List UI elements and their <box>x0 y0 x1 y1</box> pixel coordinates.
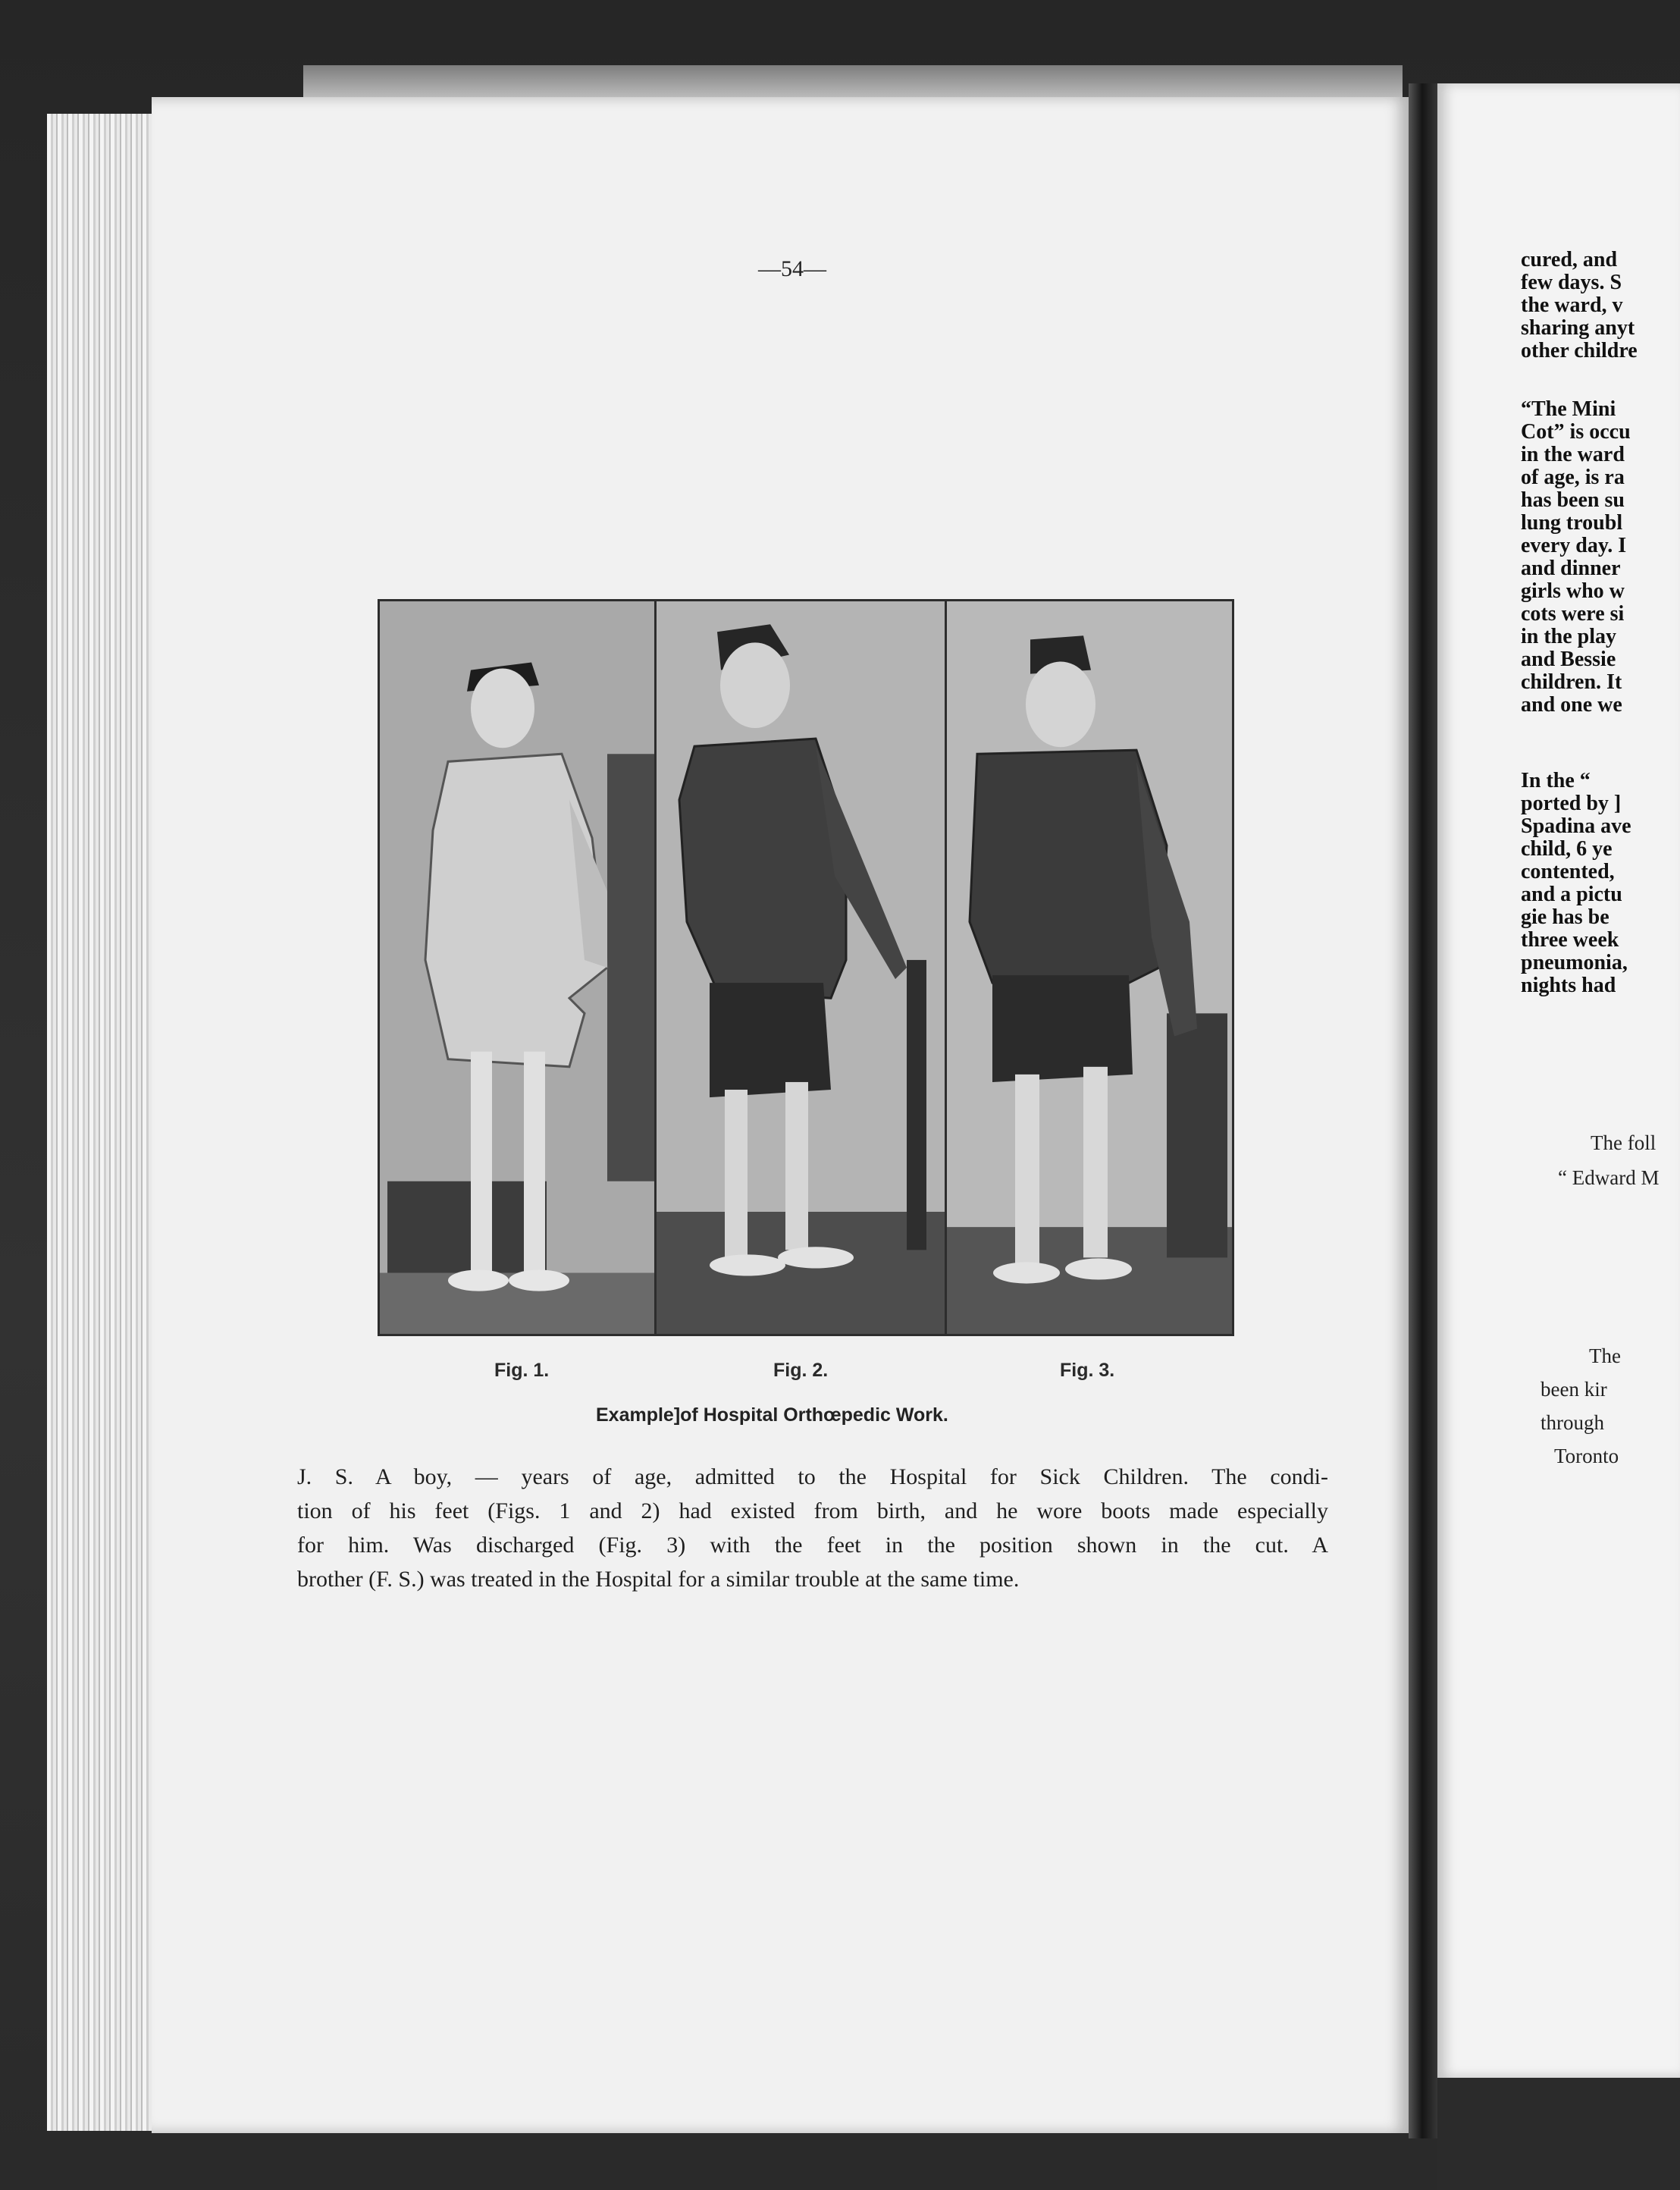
photo-panel-fig-3 <box>945 601 1232 1334</box>
boy-figure-2-illustration <box>657 601 945 1334</box>
facing-line: Toronto <box>1554 1445 1619 1467</box>
body-line: J. S. A boy, — years of age, admitted to the Hospital for Sick Children. The condi- <box>297 1464 1328 1489</box>
body-line: tion of his feet (Figs. 1 and 2) had existed from birth, and he wore boots made especially <box>297 1498 1328 1523</box>
facing-line: Spadina ave <box>1521 814 1631 838</box>
facing-page-block-2 <box>1521 398 1631 717</box>
right-page <box>1437 83 1680 2078</box>
facing-line: lung troubl <box>1521 511 1623 535</box>
facing-line: in the ward <box>1521 443 1625 466</box>
facing-line: and dinner <box>1521 557 1621 580</box>
facing-line: through <box>1541 1411 1604 1434</box>
facing-line: of age, is ra <box>1521 466 1625 489</box>
facing-line: children. It <box>1521 670 1622 694</box>
facing-line: sharing anyt <box>1521 316 1635 340</box>
facing-line: ported by ] <box>1521 792 1622 815</box>
facing-line: The <box>1589 1344 1621 1367</box>
body-line: brother (F. S.) was treated in the Hospital for a similar trouble at the same time. <box>297 1567 1020 1592</box>
facing-line: cots were si <box>1521 602 1625 626</box>
facing-line: the ward, v <box>1521 293 1623 317</box>
facing-line: been kir <box>1541 1378 1607 1401</box>
page-top-strip <box>303 65 1403 99</box>
facing-line: has been su <box>1521 488 1625 512</box>
book-page-edges <box>47 114 161 2131</box>
boy-figure-1-illustration <box>380 601 654 1334</box>
facing-line: girls who w <box>1521 579 1625 603</box>
facing-line: cured, and <box>1521 248 1618 271</box>
facing-line: in the play <box>1521 625 1617 648</box>
facing-line: In the “ <box>1521 769 1591 792</box>
facing-line: every day. I <box>1521 534 1627 557</box>
facing-line: three week <box>1521 928 1619 952</box>
fig-1-label: Fig. 1. <box>494 1360 550 1381</box>
facing-line: other childre <box>1521 339 1638 362</box>
figure-caption: Example]of Hospital Orthœpedic Work. <box>596 1404 948 1426</box>
facing-line: nights had <box>1521 974 1616 997</box>
facing-page-block-1 <box>1521 249 1638 362</box>
facing-page-block-3 <box>1521 770 1631 997</box>
book-gutter <box>1409 83 1439 2138</box>
boy-figure-3-illustration <box>947 601 1232 1334</box>
orthopedic-photograph <box>378 599 1234 1336</box>
facing-line: and a pictu <box>1521 883 1622 906</box>
photo-panel-fig-1 <box>380 601 654 1334</box>
body-paragraph <box>297 1460 1328 1596</box>
facing-line: child, 6 ye <box>1521 837 1613 861</box>
facing-line: “The Mini <box>1521 397 1616 421</box>
facing-line: and one we <box>1521 693 1622 717</box>
photo-panel-fig-2 <box>654 601 945 1334</box>
facing-line-foll: The foll <box>1591 1131 1656 1154</box>
body-line: for him. Was discharged (Fig. 3) with the feet in the position shown in the cut. A <box>297 1533 1328 1558</box>
facing-line-edward: “ Edward M <box>1558 1166 1660 1189</box>
facing-line: and Bessie <box>1521 648 1616 671</box>
facing-line: contented, <box>1521 860 1615 883</box>
fig-3-label: Fig. 3. <box>1060 1360 1115 1381</box>
facing-line: pneumonia, <box>1521 951 1628 974</box>
right-page-bottom <box>1437 2078 1680 2190</box>
facing-line: gie has be <box>1521 905 1609 929</box>
page-number: —54— <box>758 256 826 281</box>
facing-page-block-4 <box>1541 1339 1621 1473</box>
fig-2-label: Fig. 2. <box>773 1360 829 1381</box>
facing-line: few days. S <box>1521 271 1622 294</box>
facing-line: Cot” is occu <box>1521 420 1631 444</box>
